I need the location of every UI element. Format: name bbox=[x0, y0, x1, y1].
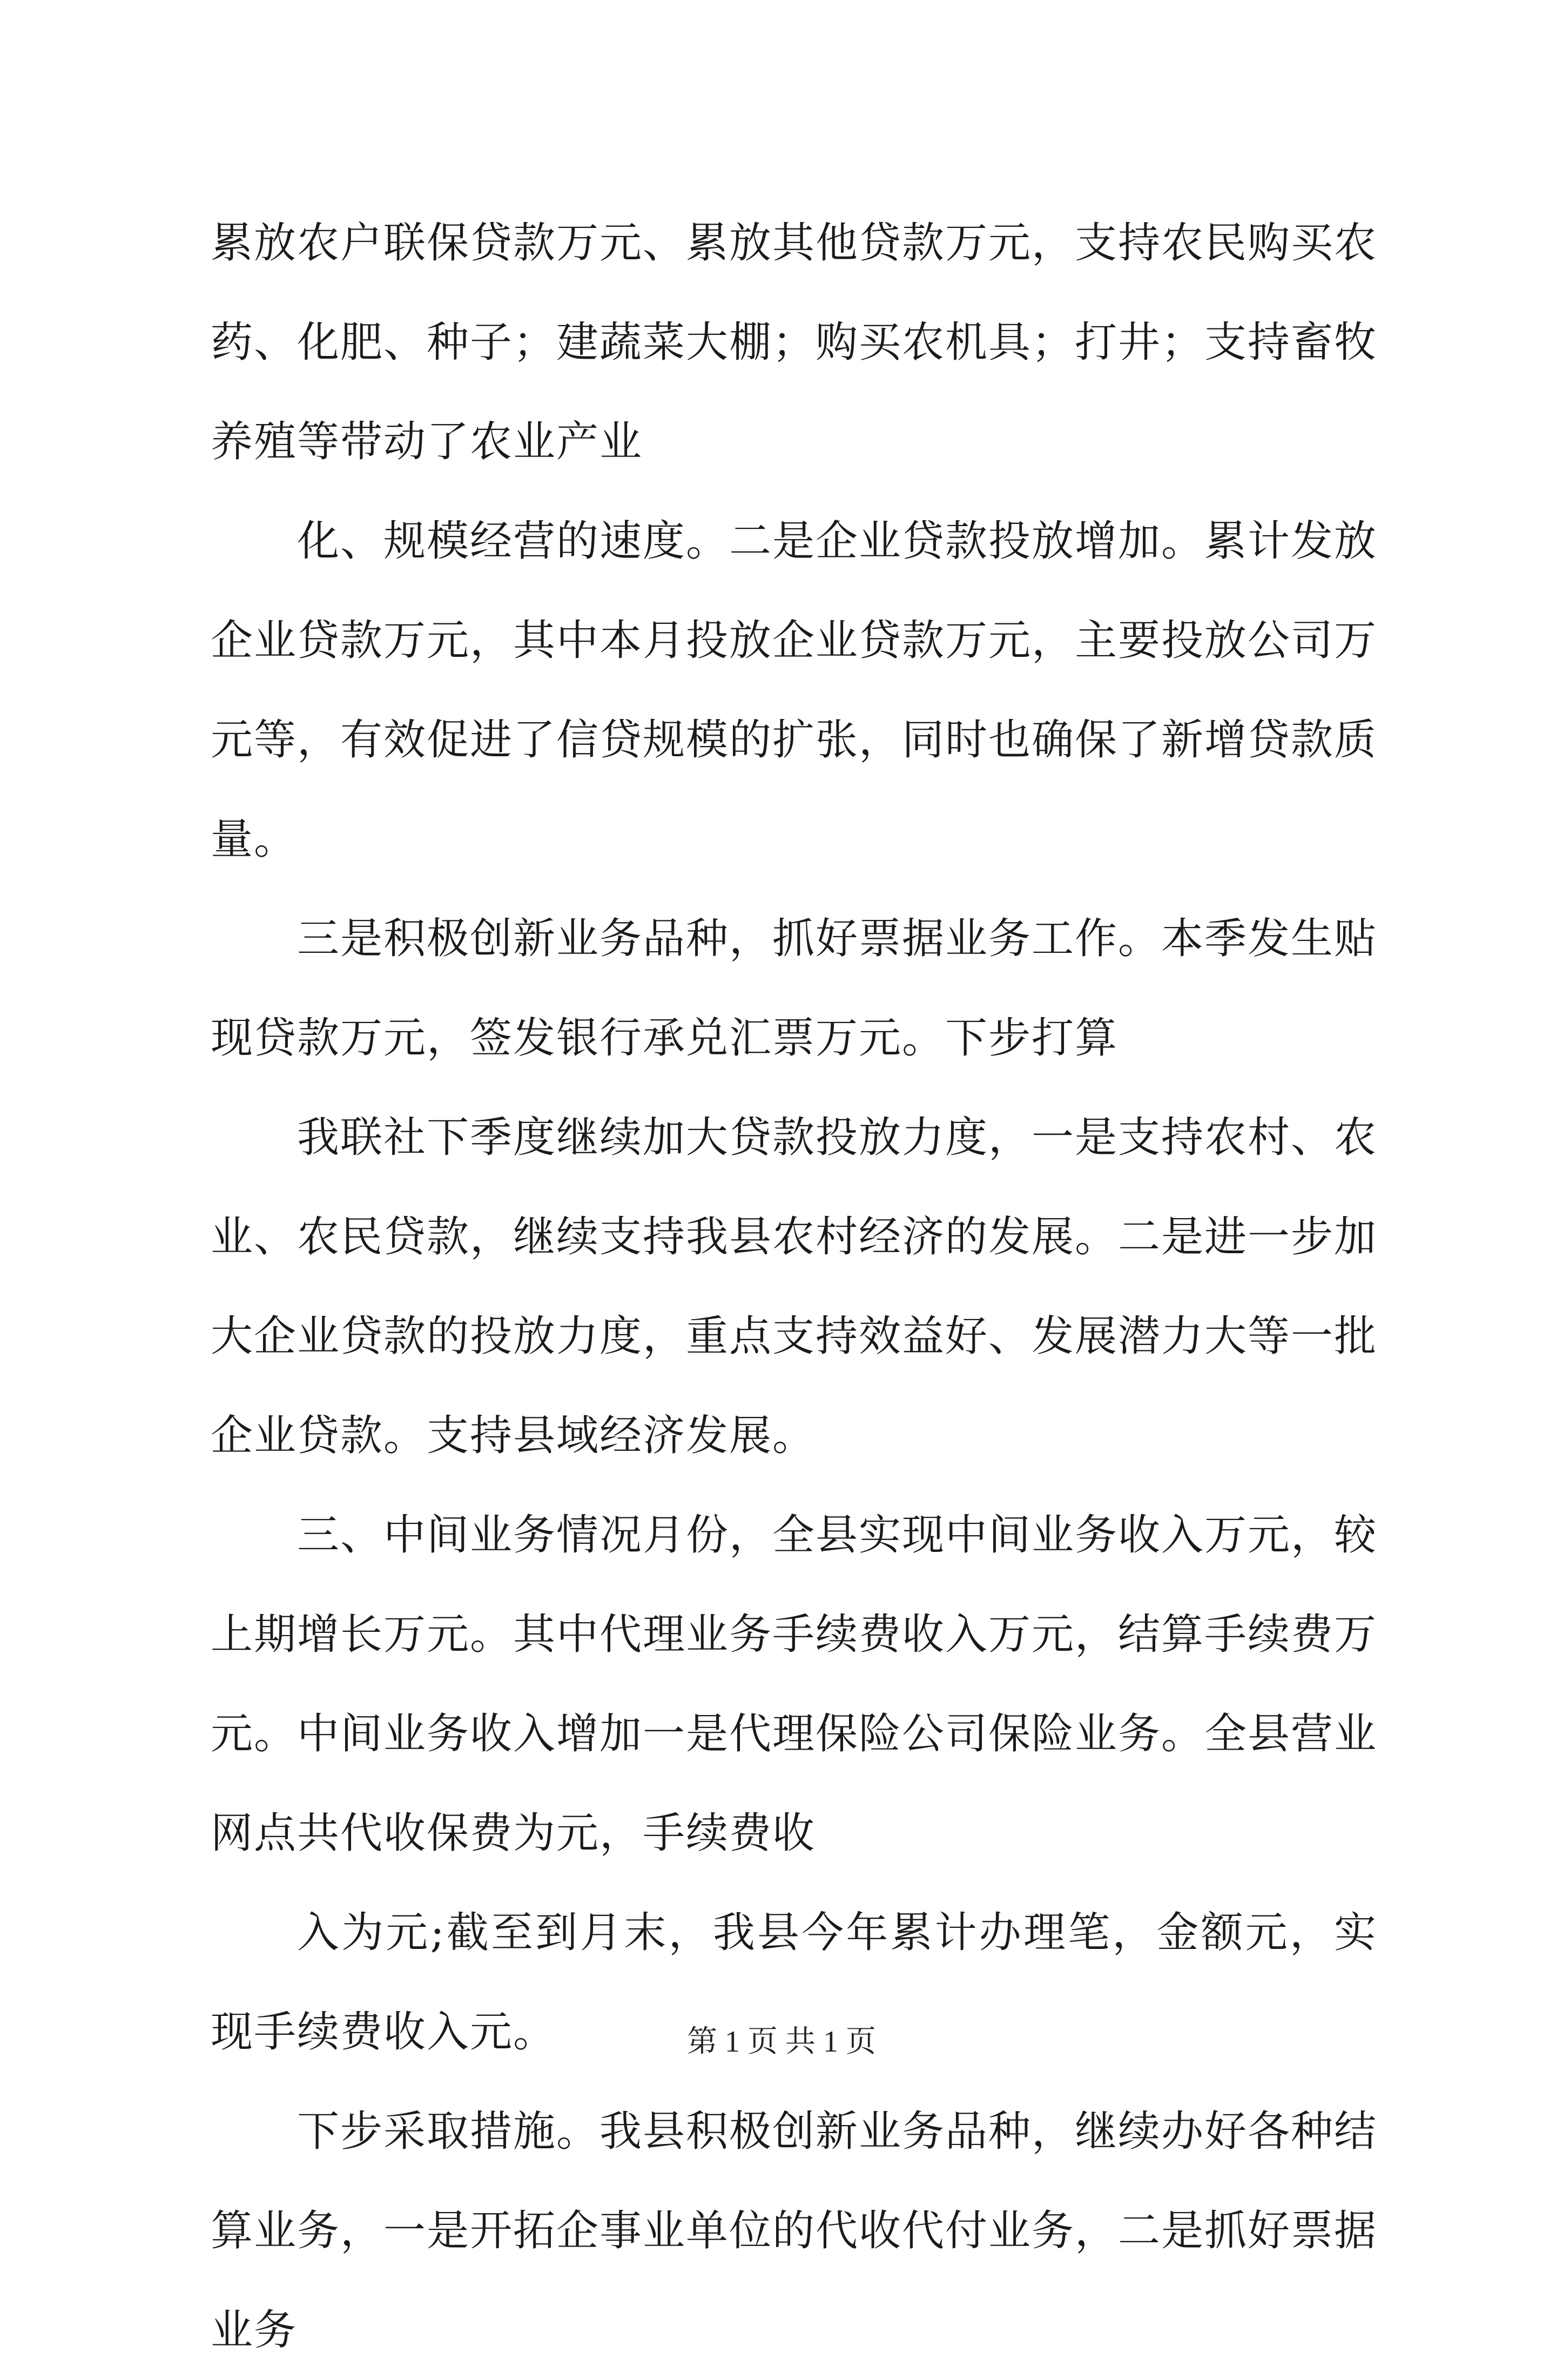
paragraph-3: 三是积极创新业务品种，抓好票据业务工作。本季发生贴现贷款万元，签发银行承兑汇票万元。下步打算 bbox=[211, 915, 1378, 1063]
paragraph-2: 化、规模经营的速度。二是企业贷款投放增加。累计发放企业贷款万元，其中本月投放企业贷款万元，主要投放公司万元等，有效促进了信贷规模的扩张，同时也确保了新增贷款质量。 bbox=[211, 517, 1378, 864]
paragraph-5: 三、中间业务情况月份，全县实现中间业务收入万元，较上期增长万元。其中代理业务手续费收入万元，结算手续费万元。中间业务收入增加一是代理保险公司保险业务。全县营业网点共代收保费为元，手续费收 bbox=[211, 1511, 1378, 1858]
page-footer: 第 1 页 共 1 页 bbox=[687, 2025, 876, 2059]
paragraph-7: 下步采取措施。我县积极创新业务品种，继续办好各种结算业务，一是开拓企事业单位的代收代付业务，二是抓好票据业务 bbox=[211, 2107, 1378, 2355]
paragraph-1: 累放农户联保贷款万元、累放其他贷款万元，支持农民购买农药、化肥、种子；建蔬菜大棚；购买农机具；打井；支持畜牧养殖等带动了农业产业 bbox=[211, 219, 1378, 466]
paragraph-6: 入为元;截至到月末，我县今年累计办理笔，金额元，实现手续费收入元。 bbox=[211, 1908, 1377, 2056]
paragraph-4: 我联社下季度继续加大贷款投放力度，一是支持农村、农业、农民贷款，继续支持我县农村经济的发展。二是进一步加大企业贷款的投放力度，重点支持效益好、发展潜力大等一批企业贷款。支持县域经济发展。 bbox=[211, 1113, 1378, 1460]
